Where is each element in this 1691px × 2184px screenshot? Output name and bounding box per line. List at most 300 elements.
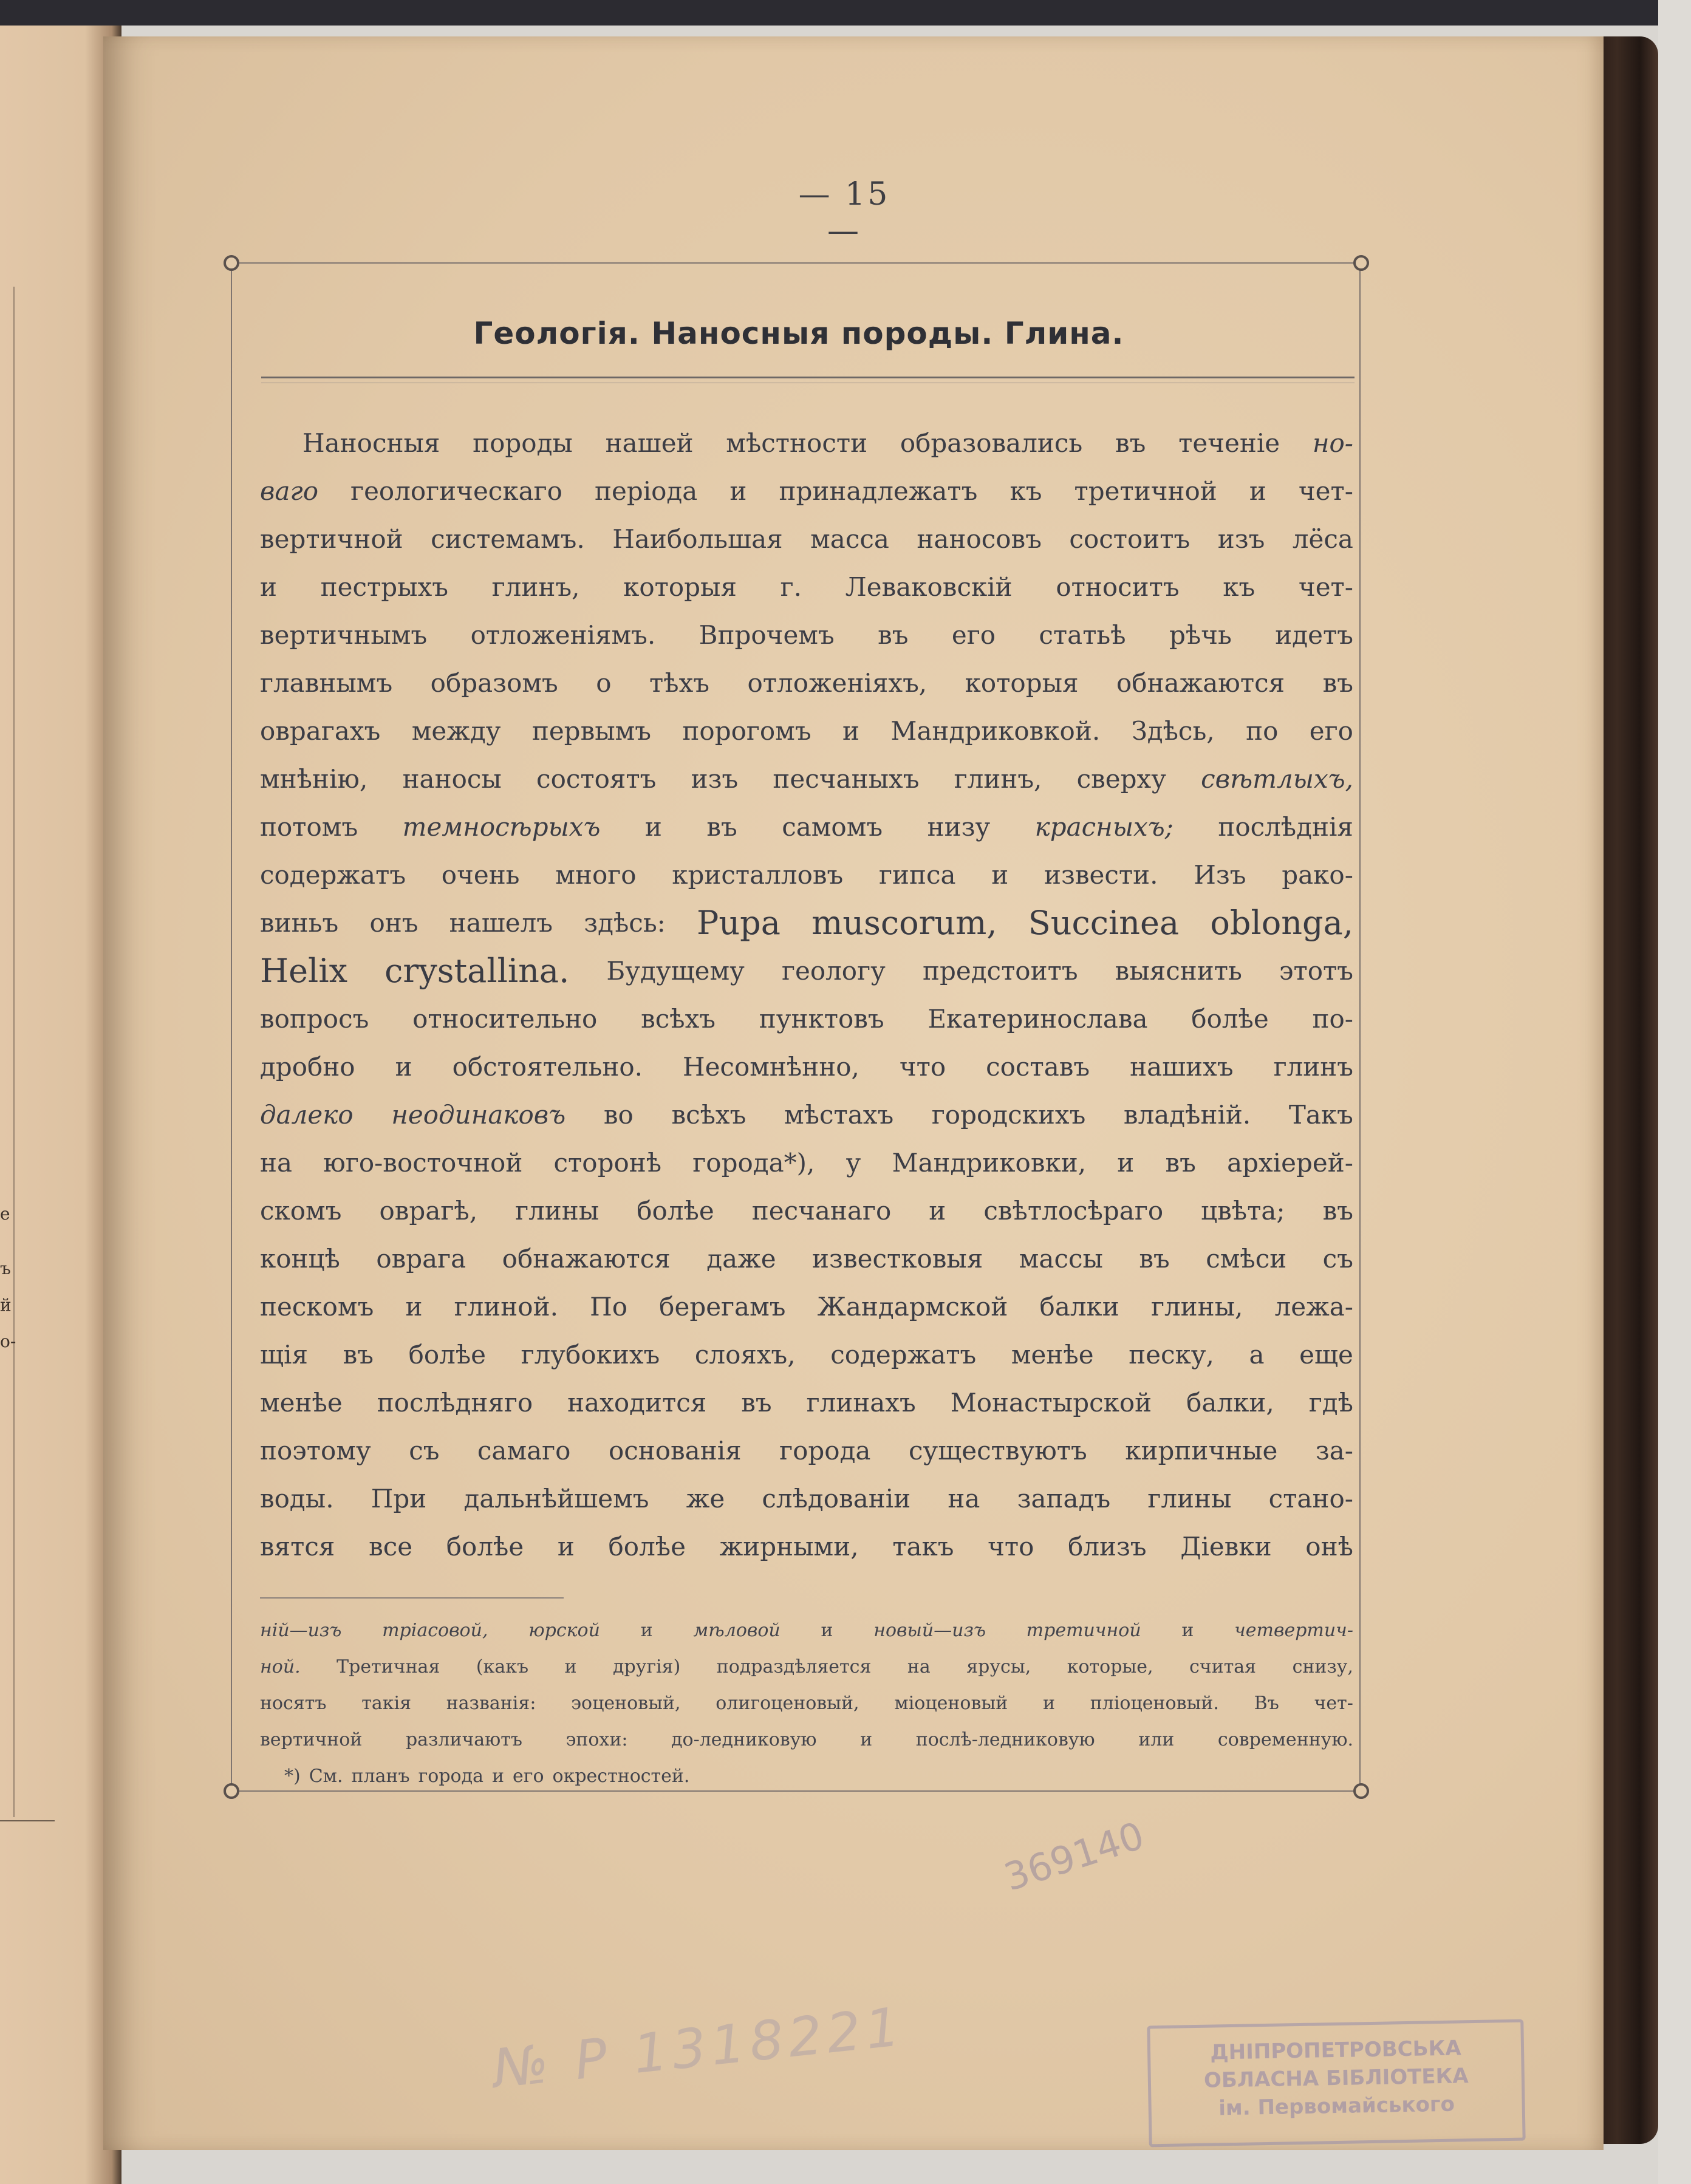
word: crystallina. [384,952,570,990]
word: болѣе [637,1196,714,1226]
word: же [686,1484,725,1513]
word: что [899,1052,946,1082]
word: которыя [623,572,737,602]
word: но- [1312,428,1353,458]
word: При [371,1484,427,1513]
word: считая [1189,1656,1257,1677]
word: въ [1322,1196,1353,1226]
word: чет- [1314,1693,1353,1714]
word: мѣстахъ [784,1100,894,1130]
word: западъ [1017,1484,1111,1513]
word: юго-восточной [323,1148,523,1178]
footnote-rule [260,1597,564,1599]
section-heading: Геологія. Наносныя породы. Глина. [473,316,1124,351]
word: и [929,1196,946,1226]
text-line [260,1427,1353,1475]
word: глубокихъ [521,1340,660,1370]
word: геологу [781,956,886,986]
word: неодинаковъ [391,1100,566,1130]
word: юрской [528,1620,600,1641]
word: относительно [412,1004,598,1034]
word: песчанаго [751,1196,892,1226]
word: на [907,1656,931,1677]
word: пунктовъ [759,1004,884,1034]
word: носятъ [260,1693,327,1714]
word: по [1246,716,1279,746]
word: и [1043,1693,1055,1714]
word: архіерей- [1227,1148,1353,1178]
word: глинахъ [806,1388,916,1418]
word: Helix [260,952,348,990]
word: въ [706,812,737,842]
word: его [951,620,996,650]
word: и [640,1620,653,1641]
word: ваго [260,476,318,506]
word: съ [1322,1244,1353,1274]
text-line [260,851,1353,899]
word: существуютъ [908,1436,1087,1466]
frame-right-line [1359,264,1361,1790]
word: Леваковскій [845,572,1013,602]
word: и [991,860,1009,890]
footnote-line [260,1722,1353,1758]
word: нашелъ [449,908,553,938]
frame-left-line [231,264,232,1790]
text-line [260,947,1353,995]
word: виньъ [260,908,339,938]
word: до-ледниковую [671,1729,817,1750]
word: въ [1115,428,1146,458]
text-line [260,1043,1353,1091]
word: и [729,476,747,506]
word: которыя [965,668,1079,698]
word: вертичной [260,524,403,554]
word: города [779,1436,871,1466]
word: городскихъ [931,1100,1086,1130]
word: содержатъ [260,860,406,890]
word: къ [1223,572,1255,602]
word: отложеніяхъ, [747,668,927,698]
word: пескомъ [260,1292,374,1322]
heading-rule [261,377,1355,378]
text-line [260,1523,1353,1571]
word: мнѣнію, [260,764,368,794]
text-line [260,1283,1353,1331]
previous-page-bottom-rule [0,1820,55,1821]
word: стано- [1268,1484,1353,1513]
footnote-line [260,1685,1353,1722]
word: muscorum, [811,904,997,942]
word: ярусы, [966,1656,1031,1677]
previous-page-fragment: о- [0,1331,16,1351]
word: и [1181,1620,1194,1641]
word: породы [473,428,573,458]
text-line [260,803,1353,851]
word: послѣдняго [377,1388,533,1418]
word: такъ [892,1532,954,1561]
word: рѣчь [1169,620,1232,650]
word: Succinea [1028,904,1180,942]
word: Въ [1254,1693,1279,1714]
word: много [555,860,637,890]
word: вятся [260,1532,335,1561]
word: и [564,1656,577,1677]
word: темносѣрыхъ [402,812,601,842]
word: Екатеринослава [927,1004,1148,1034]
word: и [557,1532,575,1561]
word: пестрыхъ [320,572,448,602]
word: изъ [1217,524,1265,554]
word: глины [515,1196,600,1226]
word: кристалловъ [672,860,844,890]
text-line [260,419,1353,467]
word: онъ [369,908,418,938]
word: дальнѣйшемъ [463,1484,649,1513]
word: глинъ, [954,764,1042,794]
word: здѣсь: [584,908,666,938]
word: онѣ [1305,1532,1353,1561]
word: близъ [1068,1532,1147,1561]
word: третичной [1026,1620,1141,1641]
word: плiоценовый. [1090,1693,1219,1714]
word: сверху [1076,764,1166,794]
word: и [1117,1148,1135,1178]
word: щія [260,1340,308,1370]
word: менѣе [260,1388,343,1418]
word: окрестностей. [552,1766,690,1787]
word: ній—изъ [260,1620,342,1641]
word: свѣтлыхъ, [1201,764,1353,794]
text-line [260,1235,1353,1283]
word: у [846,1148,861,1178]
word: oblonga, [1210,904,1353,942]
word: порогомъ [682,716,811,746]
footnote-line [260,1649,1353,1685]
word: относитъ [1056,572,1180,602]
word: или [1138,1729,1175,1750]
word: Будущему [606,956,745,986]
word: поэтому [260,1436,371,1466]
word: въ [1322,668,1353,698]
word: песку, [1129,1340,1214,1370]
word: дробно [260,1052,355,1082]
word: его [512,1766,544,1787]
text-line [260,1475,1353,1523]
word: Здѣсь, [1131,716,1215,746]
word: Наносныя [302,428,440,458]
stamp-line: ОБЛАСНА БІБЛІОТЕКА [1203,2064,1469,2093]
word: Третичная [336,1656,440,1677]
word: Изъ [1194,860,1246,890]
word: и [860,1729,873,1750]
shelf-mark: № Р 1318221 [490,1995,907,2101]
word: системамъ. [431,524,585,554]
word: въ [878,620,909,650]
word: образомъ [430,668,558,698]
word: слѣдованіи [762,1484,911,1513]
stamp-line: ім. Первомайського [1218,2092,1455,2121]
word: потомъ [260,812,358,842]
word: вертичнымъ [260,620,428,650]
word: другія) [613,1656,681,1677]
word: тѣхъ [649,668,710,698]
word: въ [1139,1244,1170,1274]
word: которые, [1067,1656,1153,1677]
word: Несомнѣнно, [682,1052,859,1082]
word: содержатъ [830,1340,977,1370]
text-line [260,515,1353,563]
word: глинъ [1273,1052,1353,1082]
word: слояхъ, [694,1340,796,1370]
word: Pupa [697,904,781,942]
word: известковыя [812,1244,983,1274]
word: *) [284,1766,301,1787]
word: чет- [1298,476,1353,506]
word: балки [1039,1292,1119,1322]
word: менѣе [1011,1340,1094,1370]
body-text [260,419,1353,1571]
word: глинъ, [491,572,580,602]
word: еще [1299,1340,1353,1370]
text-line [260,899,1353,947]
word: между [411,716,501,746]
word: болѣе [608,1532,686,1561]
word: подраздѣляется [716,1656,872,1677]
footnotes [260,1612,1353,1795]
word: балки, [1186,1388,1274,1418]
word: на [948,1484,980,1513]
word: планъ [351,1766,410,1787]
word: гипса [878,860,956,890]
word: обстоятельно. [452,1052,643,1082]
word: берегамъ [659,1292,786,1322]
word: четвертич- [1234,1620,1353,1641]
frame-corner-ornament [1353,255,1369,271]
word: вопросъ [260,1004,369,1034]
word: смѣси [1206,1244,1287,1274]
word: наносы [402,764,502,794]
word: мѣловой [693,1620,781,1641]
word: періода [594,476,698,506]
word: различаютъ [405,1729,522,1750]
word: гдѣ [1308,1388,1353,1418]
text-line [260,707,1353,755]
word: очень [441,860,520,890]
word: такія [361,1693,412,1714]
word: города [418,1766,483,1787]
word: послѣ-ледниковую [915,1729,1095,1750]
word: первымъ [531,716,652,746]
word: оврагахъ [260,716,381,746]
word: наносовъ [917,524,1042,554]
word: все [369,1532,413,1561]
word: къ [1009,476,1042,506]
text-line [260,995,1353,1043]
word: вертичной [260,1729,363,1750]
scanner-right-border [1658,0,1691,2184]
word: составъ [986,1052,1090,1082]
frame-corner-ornament [224,255,239,271]
text-line [260,755,1353,803]
word: принадлежатъ [779,476,978,506]
library-stamp [1147,2019,1525,2148]
book-page [103,36,1604,2150]
word: Такъ [1288,1100,1353,1130]
word: свѣтлосѣраго [983,1196,1164,1226]
frame-top-line [231,262,1361,264]
word: цвѣта; [1201,1196,1285,1226]
word: на [260,1148,293,1178]
word: міоценовый [894,1693,1008,1714]
word: теченіе [1178,428,1280,458]
text-line [260,659,1353,707]
word: снизу, [1292,1656,1353,1677]
word: чет- [1298,572,1353,602]
word: низу [927,812,991,842]
word: въ [1165,1148,1196,1178]
word: сторонѣ [553,1148,662,1178]
word: этотъ [1279,956,1353,986]
word: и [405,1292,423,1322]
word: отложеніямъ. [470,620,656,650]
frame-corner-ornament [1353,1783,1369,1799]
previous-page-fragment: е [0,1204,10,1224]
word: изъ [691,764,739,794]
word: нашихъ [1130,1052,1234,1082]
word: за- [1315,1436,1353,1466]
word: олигоценовый, [716,1693,859,1714]
word: болѣе [1191,1004,1269,1034]
word: См. [309,1766,343,1787]
word: современную. [1217,1729,1353,1750]
text-line [260,1379,1353,1427]
word: лежа- [1274,1292,1353,1322]
word: Наибольшая [612,524,783,554]
word: Монастырской [950,1388,1152,1418]
word: третичной [1074,476,1217,506]
previous-page-fragment: ъ [0,1258,11,1278]
word: эпохи: [565,1729,628,1750]
word: массы [1019,1244,1103,1274]
word: съ [409,1436,440,1466]
word: концѣ [260,1244,340,1274]
word: красныхъ; [1034,812,1173,842]
inventory-number-stamp: 369140 [999,1813,1150,1900]
word: извести. [1044,860,1158,890]
word: самомъ [782,812,883,842]
scanner-top-border [0,0,1691,26]
word: и [842,716,859,746]
word: воды. [260,1484,334,1513]
word: Жандармской [817,1292,1008,1322]
word: глины [1147,1484,1232,1513]
word: Впрочемъ [699,620,835,650]
word: во [603,1100,634,1130]
word: ной. [260,1656,301,1677]
word: и [1249,476,1266,506]
word: послѣднія [1218,812,1353,842]
previous-page-rule [13,287,15,1817]
word: статьѣ [1039,620,1126,650]
word: самаго [477,1436,571,1466]
word: и [395,1052,412,1082]
word: и [491,1766,504,1787]
page-number: — 15 — [798,176,890,249]
word: состоятъ [536,764,657,794]
word: оврагѣ, [379,1196,478,1226]
word: по- [1312,1004,1353,1034]
word: названія: [446,1693,536,1714]
word: главнымъ [260,668,393,698]
text-line [260,1187,1353,1235]
word: въ [343,1340,374,1370]
word: эоценовый, [571,1693,681,1714]
word: Діевки [1180,1532,1272,1561]
word: песчаныхъ [773,764,920,794]
word: и [644,812,662,842]
word: кирпичные [1125,1436,1278,1466]
word: идетъ [1275,620,1353,650]
word: Мандриковки, [892,1148,1087,1178]
stamp-line: ДНІПРОПЕТРОВСЬКА [1210,2036,1462,2065]
word: всѣхъ [641,1004,716,1034]
text-line [260,1331,1353,1379]
word: нашей [605,428,694,458]
word: г. [780,572,802,602]
word: о [596,668,612,698]
word: глины, [1150,1292,1243,1322]
footnote-line [260,1758,1353,1795]
word: обнажаются [1116,668,1285,698]
word: выяснить [1115,956,1242,986]
text-line [260,1091,1353,1139]
word: владѣній. [1123,1100,1251,1130]
word: геологическаго [350,476,562,506]
word: а [1249,1340,1265,1370]
word: рако- [1282,860,1353,890]
word: тріасовой, [382,1620,488,1641]
previous-page-fragment: й [0,1295,12,1315]
word: оврага [376,1244,466,1274]
word: даже [706,1244,776,1274]
word: скомъ [260,1196,342,1226]
word: болѣе [408,1340,487,1370]
word: Мандриковкой. [890,716,1101,746]
word: образовались [900,428,1083,458]
word: основанія [608,1436,742,1466]
word: что [988,1532,1034,1561]
word: (какъ [476,1656,529,1677]
word: обнажаются [502,1244,671,1274]
word: глиной. [454,1292,558,1322]
footnote-line [260,1612,1353,1649]
word: находится [567,1388,707,1418]
word: болѣе [446,1532,524,1561]
text-line [260,467,1353,515]
word: мѣстности [726,428,868,458]
text-line [260,611,1353,659]
word: далеко [260,1100,354,1130]
word: По [590,1292,628,1322]
word: жирными, [719,1532,859,1561]
word: и [821,1620,833,1641]
frame-corner-ornament [224,1783,239,1799]
word: предстоитъ [922,956,1078,986]
text-line [260,563,1353,611]
word: его [1309,716,1353,746]
word: лёса [1292,524,1353,554]
text-line [260,1139,1353,1187]
